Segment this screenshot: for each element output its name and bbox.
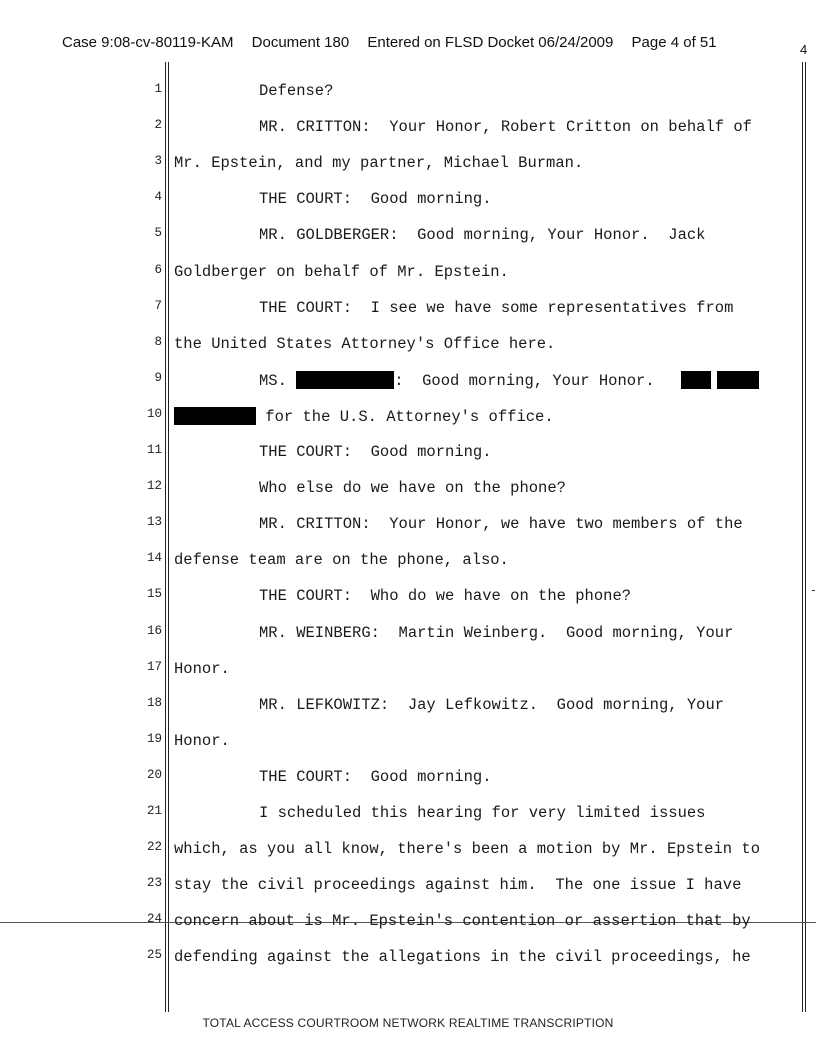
transcript-line bbox=[0, 551, 816, 571]
line-text: concern about is Mr. Epstein's contention or assertion that by bbox=[174, 912, 751, 931]
page-count: Page 4 of 51 bbox=[631, 34, 717, 51]
transcript-line bbox=[0, 624, 816, 644]
transcript-line bbox=[0, 118, 816, 138]
case-number: Case 9:08-cv-80119-KAM bbox=[62, 34, 234, 51]
line-text bbox=[259, 371, 759, 390]
line-text: stay the civil proceedings against him. The one issue I have bbox=[174, 876, 742, 895]
line-number: 7 bbox=[154, 298, 162, 313]
line-number: 17 bbox=[146, 659, 162, 674]
line-number: 15 bbox=[146, 587, 162, 602]
line-number: 16 bbox=[146, 623, 162, 638]
line-number: 5 bbox=[154, 226, 162, 241]
line-number: 19 bbox=[146, 731, 162, 746]
line-text: which, as you all know, there's been a motion by Mr. Epstein to bbox=[174, 840, 760, 859]
transcript-line bbox=[0, 876, 816, 896]
transcript-line bbox=[0, 804, 816, 824]
line-number: 6 bbox=[154, 262, 162, 277]
transcript-line bbox=[0, 948, 816, 968]
line-text-rest: : Good morning, Your Honor. bbox=[394, 371, 655, 390]
line-text: THE COURT: I see we have some representatives from bbox=[259, 298, 734, 317]
transcript-line bbox=[0, 299, 816, 319]
transcript-line bbox=[0, 732, 816, 752]
line-text: MR. LEFKOWITZ: Jay Lefkowitz. Good morning, Your bbox=[259, 695, 725, 714]
transcript-line bbox=[0, 335, 816, 355]
transcript-line bbox=[0, 82, 816, 102]
line-text: Defense? bbox=[259, 82, 334, 100]
redaction-block bbox=[296, 371, 394, 389]
transcript-line bbox=[0, 407, 816, 427]
line-number: 22 bbox=[146, 840, 162, 855]
transcript-line bbox=[0, 190, 816, 210]
line-text: THE COURT: Good morning. bbox=[259, 190, 492, 209]
line-number: 4 bbox=[154, 190, 162, 205]
redaction-block bbox=[717, 371, 759, 389]
transcript-line bbox=[0, 515, 816, 535]
document-number: Document 180 bbox=[251, 34, 350, 51]
line-text: THE COURT: Who do we have on the phone? bbox=[259, 587, 632, 606]
line-number: 8 bbox=[154, 334, 162, 349]
line-number: 21 bbox=[146, 804, 162, 818]
line-number: 10 bbox=[146, 406, 162, 421]
line-number: 9 bbox=[154, 370, 162, 385]
line-number: 18 bbox=[146, 695, 162, 710]
transcript-page-number: 4 bbox=[800, 42, 808, 57]
line-text bbox=[174, 407, 554, 426]
line-text: THE COURT: Good morning. bbox=[259, 767, 492, 786]
page-footer: TOTAL ACCESS COURTROOM NETWORK REALTIME TRANSCRIPTION bbox=[202, 1016, 614, 1030]
line-number: 13 bbox=[146, 515, 162, 530]
line-number: 3 bbox=[154, 154, 162, 169]
redaction-block bbox=[174, 407, 256, 425]
line-number: 1 bbox=[154, 82, 162, 96]
line-text: Who else do we have on the phone? bbox=[259, 479, 566, 498]
line-number: 14 bbox=[146, 551, 162, 566]
line-text: I scheduled this hearing for very limited issues bbox=[259, 804, 706, 822]
transcript-line bbox=[0, 660, 816, 680]
line-text: MR. CRITTON: Your Honor, Robert Critton on behalf of bbox=[259, 118, 752, 137]
transcript-line bbox=[0, 154, 816, 174]
line-number: 20 bbox=[146, 767, 162, 782]
line-text: Mr. Epstein, and my partner, Michael Burman. bbox=[174, 154, 584, 173]
transcript-line bbox=[0, 479, 816, 499]
line-number: 11 bbox=[146, 443, 162, 457]
transcript-line bbox=[0, 371, 816, 391]
transcript-line bbox=[0, 912, 816, 932]
transcript-line bbox=[0, 587, 816, 607]
line-text: Honor. bbox=[174, 659, 230, 678]
transcript-line bbox=[0, 443, 816, 463]
line-number: 23 bbox=[146, 876, 162, 891]
line-text: the United States Attorney's Office here. bbox=[174, 334, 556, 353]
line-text: Honor. bbox=[174, 731, 230, 750]
line-text-rest: for the U.S. Attorney's office. bbox=[256, 407, 554, 426]
line-number: 12 bbox=[146, 479, 162, 494]
line-text: MR. WEINBERG: Martin Weinberg. Good morning, Your bbox=[259, 623, 734, 642]
line-text: MR. CRITTON: Your Honor, we have two members of the bbox=[259, 515, 743, 534]
transcript-line bbox=[0, 768, 816, 788]
transcript-line bbox=[0, 263, 816, 283]
transcript-line bbox=[0, 840, 816, 860]
line-number: 2 bbox=[154, 118, 162, 133]
redaction-block bbox=[681, 371, 711, 389]
line-text: Goldberger on behalf of Mr. Epstein. bbox=[174, 262, 509, 281]
speaker-prefix: MS. bbox=[259, 371, 297, 390]
line-text: defense team are on the phone, also. bbox=[174, 551, 509, 570]
line-number: 24 bbox=[146, 912, 162, 927]
line-text: THE COURT: Good morning. bbox=[259, 443, 492, 461]
transcript-line bbox=[0, 696, 816, 716]
docket-entry: Entered on FLSD Docket 06/24/2009 bbox=[367, 34, 614, 51]
transcript-line bbox=[0, 226, 816, 246]
line-number: 25 bbox=[146, 948, 162, 963]
line-text: MR. GOLDBERGER: Good morning, Your Honor. Jack bbox=[259, 226, 706, 245]
line-text: defending against the allegations in the civil proceedings, he bbox=[174, 948, 751, 967]
